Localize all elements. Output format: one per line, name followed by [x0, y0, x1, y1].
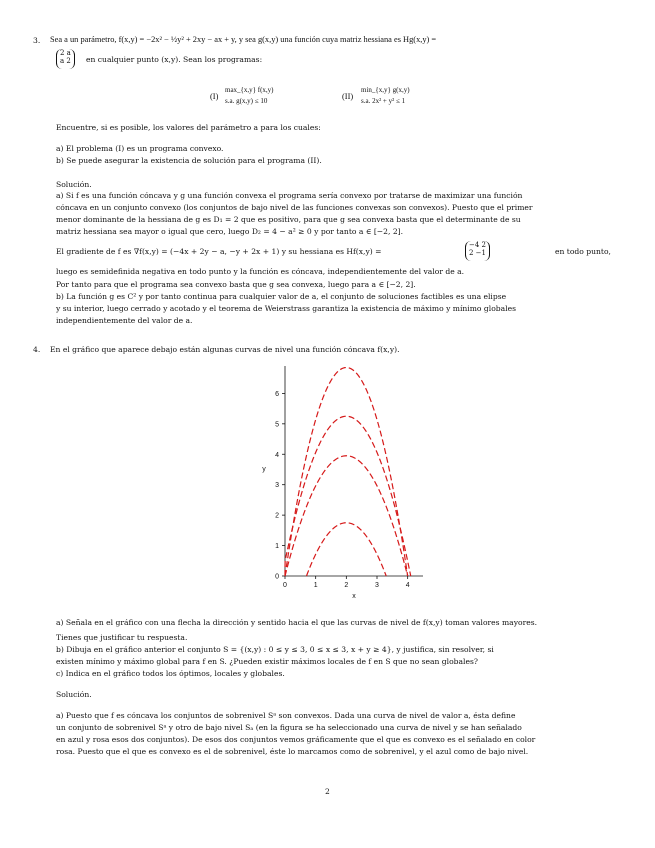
x-tick-label: 3	[375, 582, 379, 589]
prog2-label: (II)	[342, 92, 354, 101]
level-curves-chart	[258, 358, 433, 608]
level-curve	[285, 368, 408, 576]
hf-matrix-row2: 2 −1	[469, 249, 486, 257]
x-tick-label: 0	[283, 582, 287, 589]
page-number: 2	[325, 787, 330, 796]
x-tick-label: 2	[344, 582, 349, 589]
hf-matrix-row1: −4 2	[469, 241, 486, 249]
q3-number: 3.	[33, 36, 41, 45]
q3-prompt: Encuentre, si es posible, los valores del parámetro a para los cuales:	[56, 123, 321, 132]
y-axis-label: y	[262, 466, 266, 473]
y-tick-label: 3	[275, 482, 279, 490]
prog2-objective: min_{x,y} g(x,y)	[361, 86, 410, 94]
q4-solution-line: en azul y rosa esos dos conjuntos). De esos dos conjuntos vemos gráficamente que el que es convexo es el señalado en color	[56, 735, 536, 744]
y-tick-label: 6	[275, 390, 279, 398]
q4-part-line: a) Señala en el gráfico con una flecha la dirección y sentido hacia el que las curvas de nivel de f(x,y) toman valores mayores.	[56, 618, 538, 627]
q3-solution-line: b) La función g es C² y por tanto continua para cualquier valor de a, el conjunto de soluciones factibles es una elipse	[56, 292, 507, 301]
q4-part-line: b) Dibuja en el gráfico anterior el conjunto S = {(x,y) : 0 ≤ y ≤ 3, 0 ≤ x ≤ 3, x + y ≥ 4}, y justifica, sin resolver, si	[56, 645, 494, 654]
q4-solution-title: Solución.	[56, 690, 92, 699]
q3-solution-line: Por tanto para que el programa sea convexo basta que g sea convexa, luego para a ∈ [−2, 2].	[56, 280, 416, 289]
x-tick-label: 4	[405, 582, 410, 589]
q3-solution-line: luego es semidefinida negativa en todo punto y la función es cóncava, independientemente del valor de a.	[56, 267, 465, 276]
q4-solution-line: rosa. Puesto que el que es convexo es el de sobrenivel, éste lo marcamos como de sobrenivel, y el azul como de bajo nivel.	[56, 747, 529, 756]
y-tick-label: 4	[275, 451, 279, 459]
q3-solution-line: cóncava en un conjunto convexo (los conjuntos de bajo nivel de las funciones convexas son convexos). Puesto que el primer	[56, 203, 533, 212]
x-tick-label: 1	[313, 582, 318, 589]
q4-part-line: c) Indica en el gráfico todos los óptimos, locales y globales.	[56, 669, 285, 678]
y-tick-label: 2	[275, 512, 279, 520]
y-tick-label: 0	[275, 573, 279, 581]
q4-number: 4.	[33, 345, 41, 354]
hg-matrix-row1: 2 a	[60, 49, 71, 57]
level-curve	[306, 523, 386, 576]
q3-solution-line: y su interior, luego cerrado y acotado y el teorema de Weierstrass garantiza la existencia de máximo y mínimo globales	[56, 304, 516, 313]
q3-solution-line: matriz hessiana sea mayor o igual que cero, luego D₂ = 4 − a² ≥ 0 y por tanto a ∈ [−2, 2].	[56, 227, 404, 236]
x-axis-label: x	[352, 593, 356, 600]
prog2-constraint: s.a. 2x² + y² ≤ 1	[361, 97, 406, 105]
prog1-objective: max_{x,y} f(x,y)	[225, 86, 274, 94]
q4-solution-line: un conjunto de sobrenivel Sᵃ y otro de bajo nivel Sₐ (en la figura se ha seleccionado una curva de nivel y se han señalado	[56, 723, 522, 732]
q4-part-line: Tienes que justificar tu respuesta.	[56, 633, 188, 642]
hf-matrix	[465, 241, 490, 261]
q3-part-b: b) Se puede asegurar la existencia de solución para el programa (II).	[56, 156, 322, 165]
level-curve	[285, 416, 411, 576]
q4-solution-line: a) Puesto que f es cóncava los conjuntos de sobrenivel Sᵃ son convexos. Dada una curva de nivel de valor a, ésta define	[56, 711, 516, 720]
y-tick-label: 5	[275, 421, 279, 429]
hg-matrix	[56, 49, 75, 69]
q4-part-line: existen mínimo y máximo global para f en S. ¿Pueden existir máximos locales de f en S que no sean globales?	[56, 657, 478, 666]
q3-solution-line: en todo punto,	[555, 247, 611, 256]
hg-matrix-row2: a 2	[60, 57, 71, 65]
level-curve	[285, 456, 408, 576]
y-tick-label: 1	[275, 543, 279, 551]
prog1-label: (I)	[210, 92, 219, 101]
q3-solution-line: menor dominante de la hessiana de g es D₁ = 2 que es positivo, para que g sea convexa basta que el determinante de su	[56, 215, 521, 224]
q3-solution-title: Solución.	[56, 180, 92, 189]
q3-solution-line: independientemente del valor de a.	[56, 316, 193, 325]
q3-solution-line: El gradiente de f es ∇f(x,y) = (−4x + 2y − a, −y + 2x + 1) y su hessiana es Hf(x,y) =	[56, 247, 382, 256]
q3-statement-line2: en cualquier punto (x,y). Sean los programas:	[86, 55, 263, 64]
q3-solution-line: a) Si f es una función cóncava y g una función convexa el programa sería convexo por tratarse de maximizar una función	[56, 191, 523, 200]
q3-part-a: a) El problema (I) es un programa convexo.	[56, 144, 224, 153]
q3-statement-line1: Sea a un parámetro, f(x,y) = −2x² − ½y² + 2xy − ax + y, y sea g(x,y) una función cuya matriz hessiana es Hg(x,y) =	[50, 35, 437, 44]
prog1-constraint: s.a. g(x,y) ≤ 10	[225, 97, 268, 105]
q4-intro: En el gráfico que aparece debajo están algunas curvas de nivel una función cóncava f(x,y).	[50, 345, 400, 354]
